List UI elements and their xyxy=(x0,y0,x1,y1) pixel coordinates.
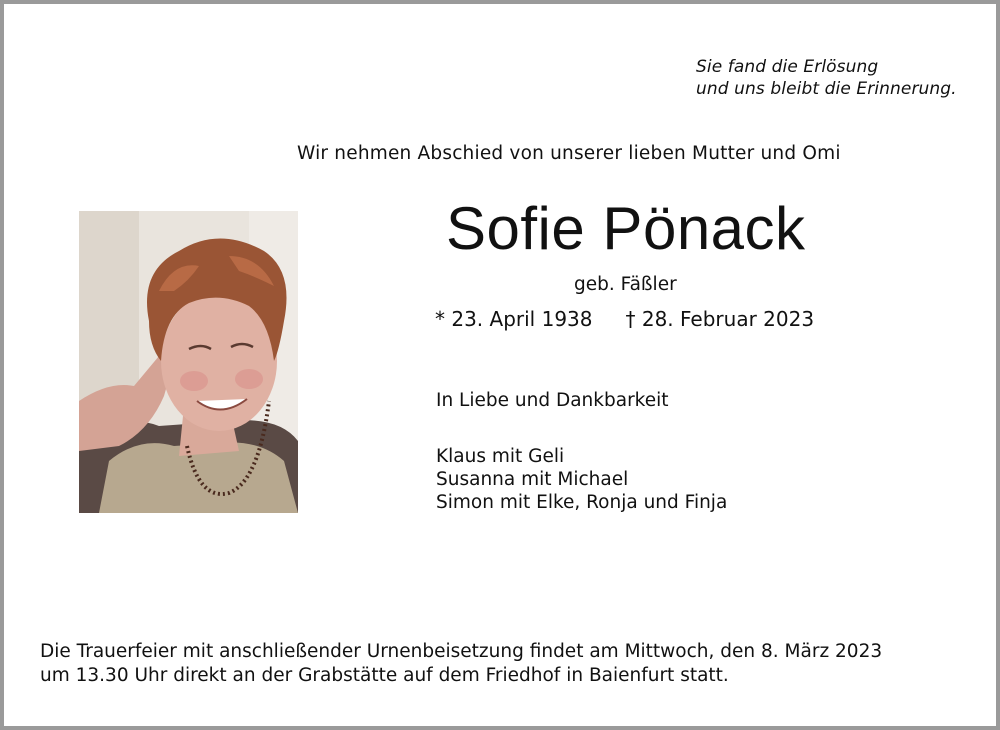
birth-date: * 23. April 1938 xyxy=(435,307,593,331)
mourner-entry: Klaus mit Geli xyxy=(436,446,565,467)
portrait-photo xyxy=(79,211,298,513)
life-dates xyxy=(435,307,814,331)
farewell-intro: Wir nehmen Abschied von unserer lieben Mutter und Omi xyxy=(297,143,841,164)
mourners-list xyxy=(436,445,727,514)
gratitude-line: In Liebe und Dankbarkeit xyxy=(436,390,669,411)
quote-line-1: Sie fand die Erlösung xyxy=(696,57,879,77)
quote-line-2: und uns bleibt die Erinnerung. xyxy=(696,79,957,99)
maiden-name: geb. Fäßler xyxy=(574,274,677,295)
ceremony-line-1: Die Trauerfeier mit anschließender Urnenbeisetzung findet am Mittwoch, den 8. März 2023 xyxy=(40,641,883,662)
death-date: † 28. Februar 2023 xyxy=(625,307,815,331)
ceremony-line-2: um 13.30 Uhr direkt an der Grabstätte auf dem Friedhof in Baienfurt statt. xyxy=(40,665,729,686)
deceased-name: Sofie Pönack xyxy=(446,195,806,262)
memorial-quote xyxy=(696,56,957,100)
mourner-entry: Simon mit Elke, Ronja und Finja xyxy=(436,492,728,513)
ceremony-notice xyxy=(40,640,882,688)
mourner-entry: Susanna mit Michael xyxy=(436,469,629,490)
